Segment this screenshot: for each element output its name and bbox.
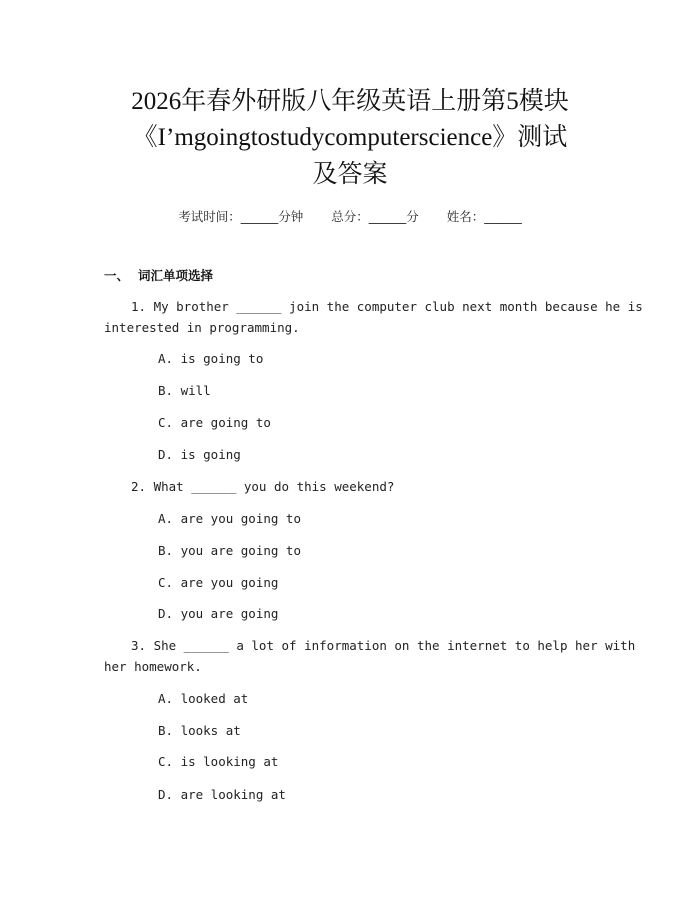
question-1-text-cont: interested in programming. <box>104 320 300 335</box>
total-score: 总分：______分 <box>331 209 419 224</box>
question-2-option-a: A. are you going to <box>158 511 301 526</box>
question-2-option-d: D. you are going <box>158 606 279 621</box>
section-number: 一、 <box>104 268 130 283</box>
exam-time: 考试时间：______分钟 <box>178 209 304 224</box>
question-1-option-a: A. is going to <box>158 351 264 366</box>
question-3-option-d: D. are looking at <box>158 787 286 802</box>
title-line-1: 2026年春外研版八年级英语上册第5模块 <box>131 88 569 115</box>
question-1-option-d: D. is going <box>158 447 241 462</box>
question-1-text: 1. My brother ______ join the computer club next month because he is <box>131 299 643 314</box>
question-2-text: 2. What ______ you do this weekend? <box>131 479 395 494</box>
title-line-3: 及答案 <box>312 161 388 188</box>
title-line-2: 《I’mgoingtostudycomputerscience》测试 <box>132 124 568 151</box>
question-1-option-c: C. are going to <box>158 415 271 430</box>
question-3-option-a: A. looked at <box>158 691 249 706</box>
section-heading <box>104 266 213 284</box>
question-3-option-b: B. looks at <box>158 723 241 738</box>
section-title: 词汇单项选择 <box>138 268 214 283</box>
question-3-text-cont: her homework. <box>104 659 202 674</box>
question-3-text: 3. She ______ a lot of information on the internet to help her with <box>131 638 636 653</box>
question-2-option-b: B. you are going to <box>158 543 301 558</box>
question-2-option-c: C. are you going <box>158 575 279 590</box>
question-3-option-c: C. is looking at <box>158 754 279 769</box>
student-name: 姓名：______ <box>446 209 522 224</box>
exam-meta <box>0 207 700 225</box>
question-1-option-b: B. will <box>158 383 211 398</box>
